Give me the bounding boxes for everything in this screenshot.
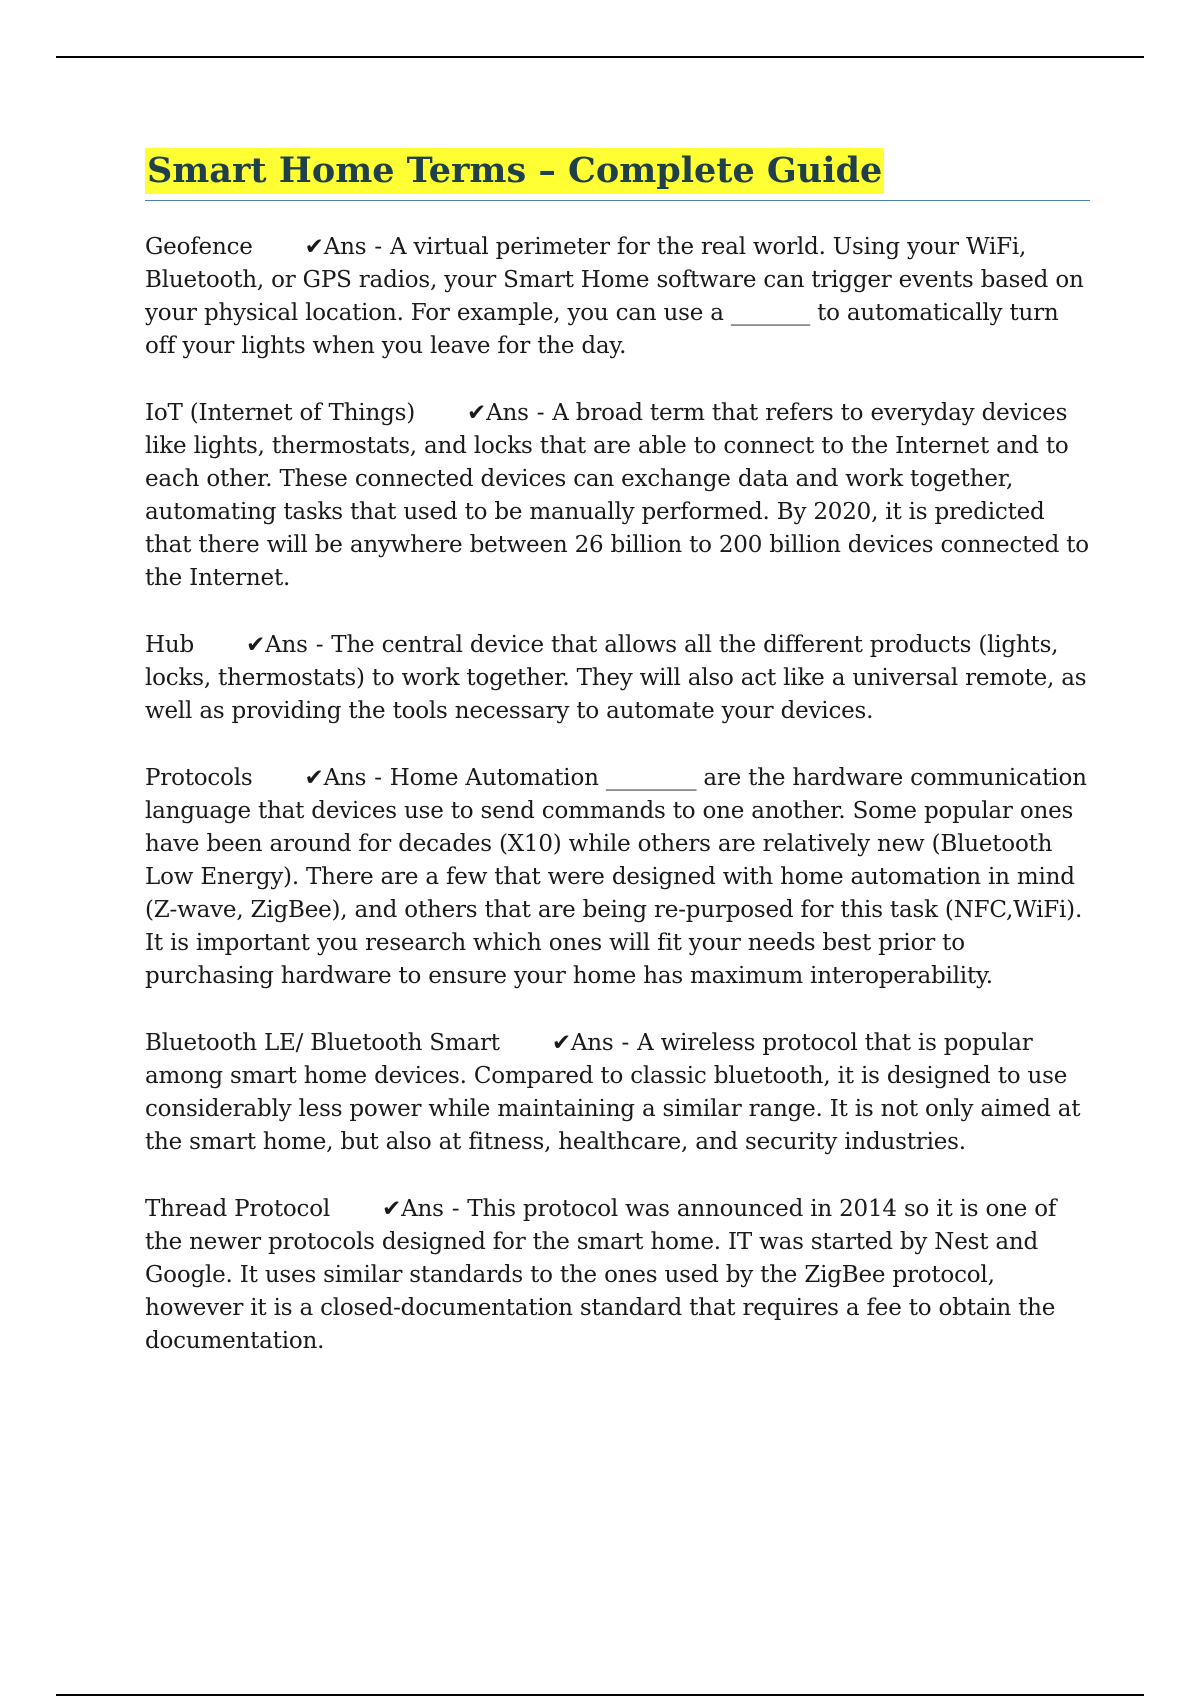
entry-thread-protocol	[145, 1193, 1090, 1358]
entry-definition: A wireless protocol that is popular among smart home devices. Compared to classic bluetooth, it is designed to use considerably less power while maintaining a similar range. It is not only aimed at the smart home, but also at fitness, healthcare, and security industries.	[145, 1030, 1081, 1155]
answer-label: Ans	[265, 632, 308, 658]
answer-label: Ans	[323, 765, 367, 791]
checkmark-icon: ✔	[304, 234, 324, 260]
checkmark-icon: ✔	[551, 1030, 571, 1056]
entry-term: Protocols	[145, 765, 253, 791]
page-title: Smart Home Terms – Complete Guide	[145, 148, 884, 194]
entry-definition: The central device that allows all the different products (lights, locks, thermostats) to work together. They will also act like a universal remote, as well as providing the tools necessary to automate your devices.	[145, 632, 1087, 724]
entry-term: IoT (Internet of Things)	[145, 400, 415, 426]
entry-definition: This protocol was announced in 2014 so it is one of the newer protocols designed for the smart home. IT was started by Nest and Google. It uses similar standards to the ones used by the ZigBee protocol, however it is a closed-documentation standard that requires a fee to obtain the documentation.	[145, 1196, 1057, 1354]
answer-label: Ans	[323, 234, 367, 260]
entry-definition: A virtual perimeter for the real world. Using your WiFi, Bluetooth, or GPS radios, your Smart Home software can trigger events based on your physical location. For example, you can use a _______ to automatically turn off your lights when you leave for the day.	[145, 234, 1084, 359]
title-block	[145, 148, 1090, 201]
entry-term: Hub	[145, 632, 194, 658]
answer-separator: -	[621, 1030, 630, 1056]
page-bottom-rule	[56, 1694, 1144, 1696]
entry-term: Bluetooth LE/ Bluetooth Smart	[145, 1030, 500, 1056]
entry-hub	[145, 629, 1090, 728]
answer-separator: -	[536, 400, 545, 426]
entry-term: Thread Protocol	[145, 1196, 330, 1222]
answer-label: Ans	[570, 1030, 614, 1056]
answer-label: Ans	[486, 400, 529, 426]
entry-definition: Home Automation ________ are the hardware communication language that devices use to send commands to one another. Some popular ones have been around for decades (X10) while others are relatively new (Bluetooth Low Energy). There are a few that were designed with home automation in mind (Z-wave, ZigBee), and others that are being re-purposed for this task (NFC,WiFi). It is important you research which ones will fit your needs best prior to purchasing hardware to ensure your home has maximum interoperability.	[145, 765, 1087, 989]
entry-bluetooth-le	[145, 1027, 1090, 1159]
answer-separator: -	[451, 1196, 460, 1222]
answer-label: Ans	[401, 1196, 444, 1222]
entry-geofence	[145, 231, 1090, 363]
entry-protocols	[145, 762, 1090, 993]
entry-definition: A broad term that refers to everyday devices like lights, thermostats, and locks that are able to connect to the Internet and to each other. These connected devices can exchange data and work together, automating tasks that used to be manually performed. By 2020, it is predicted that there will be anywhere between 26 billion to 200 billion devices connected to the Internet.	[145, 400, 1089, 591]
checkmark-icon: ✔	[466, 400, 487, 426]
checkmark-icon: ✔	[246, 632, 266, 658]
checkmark-icon: ✔	[382, 1196, 402, 1222]
entry-term: Geofence	[145, 234, 253, 260]
document-body	[145, 148, 1090, 1392]
entry-iot	[145, 397, 1090, 595]
answer-separator: -	[374, 234, 382, 260]
answer-separator: -	[315, 632, 324, 658]
page-top-rule	[56, 56, 1144, 58]
checkmark-icon: ✔	[304, 765, 324, 791]
answer-separator: -	[374, 765, 382, 791]
